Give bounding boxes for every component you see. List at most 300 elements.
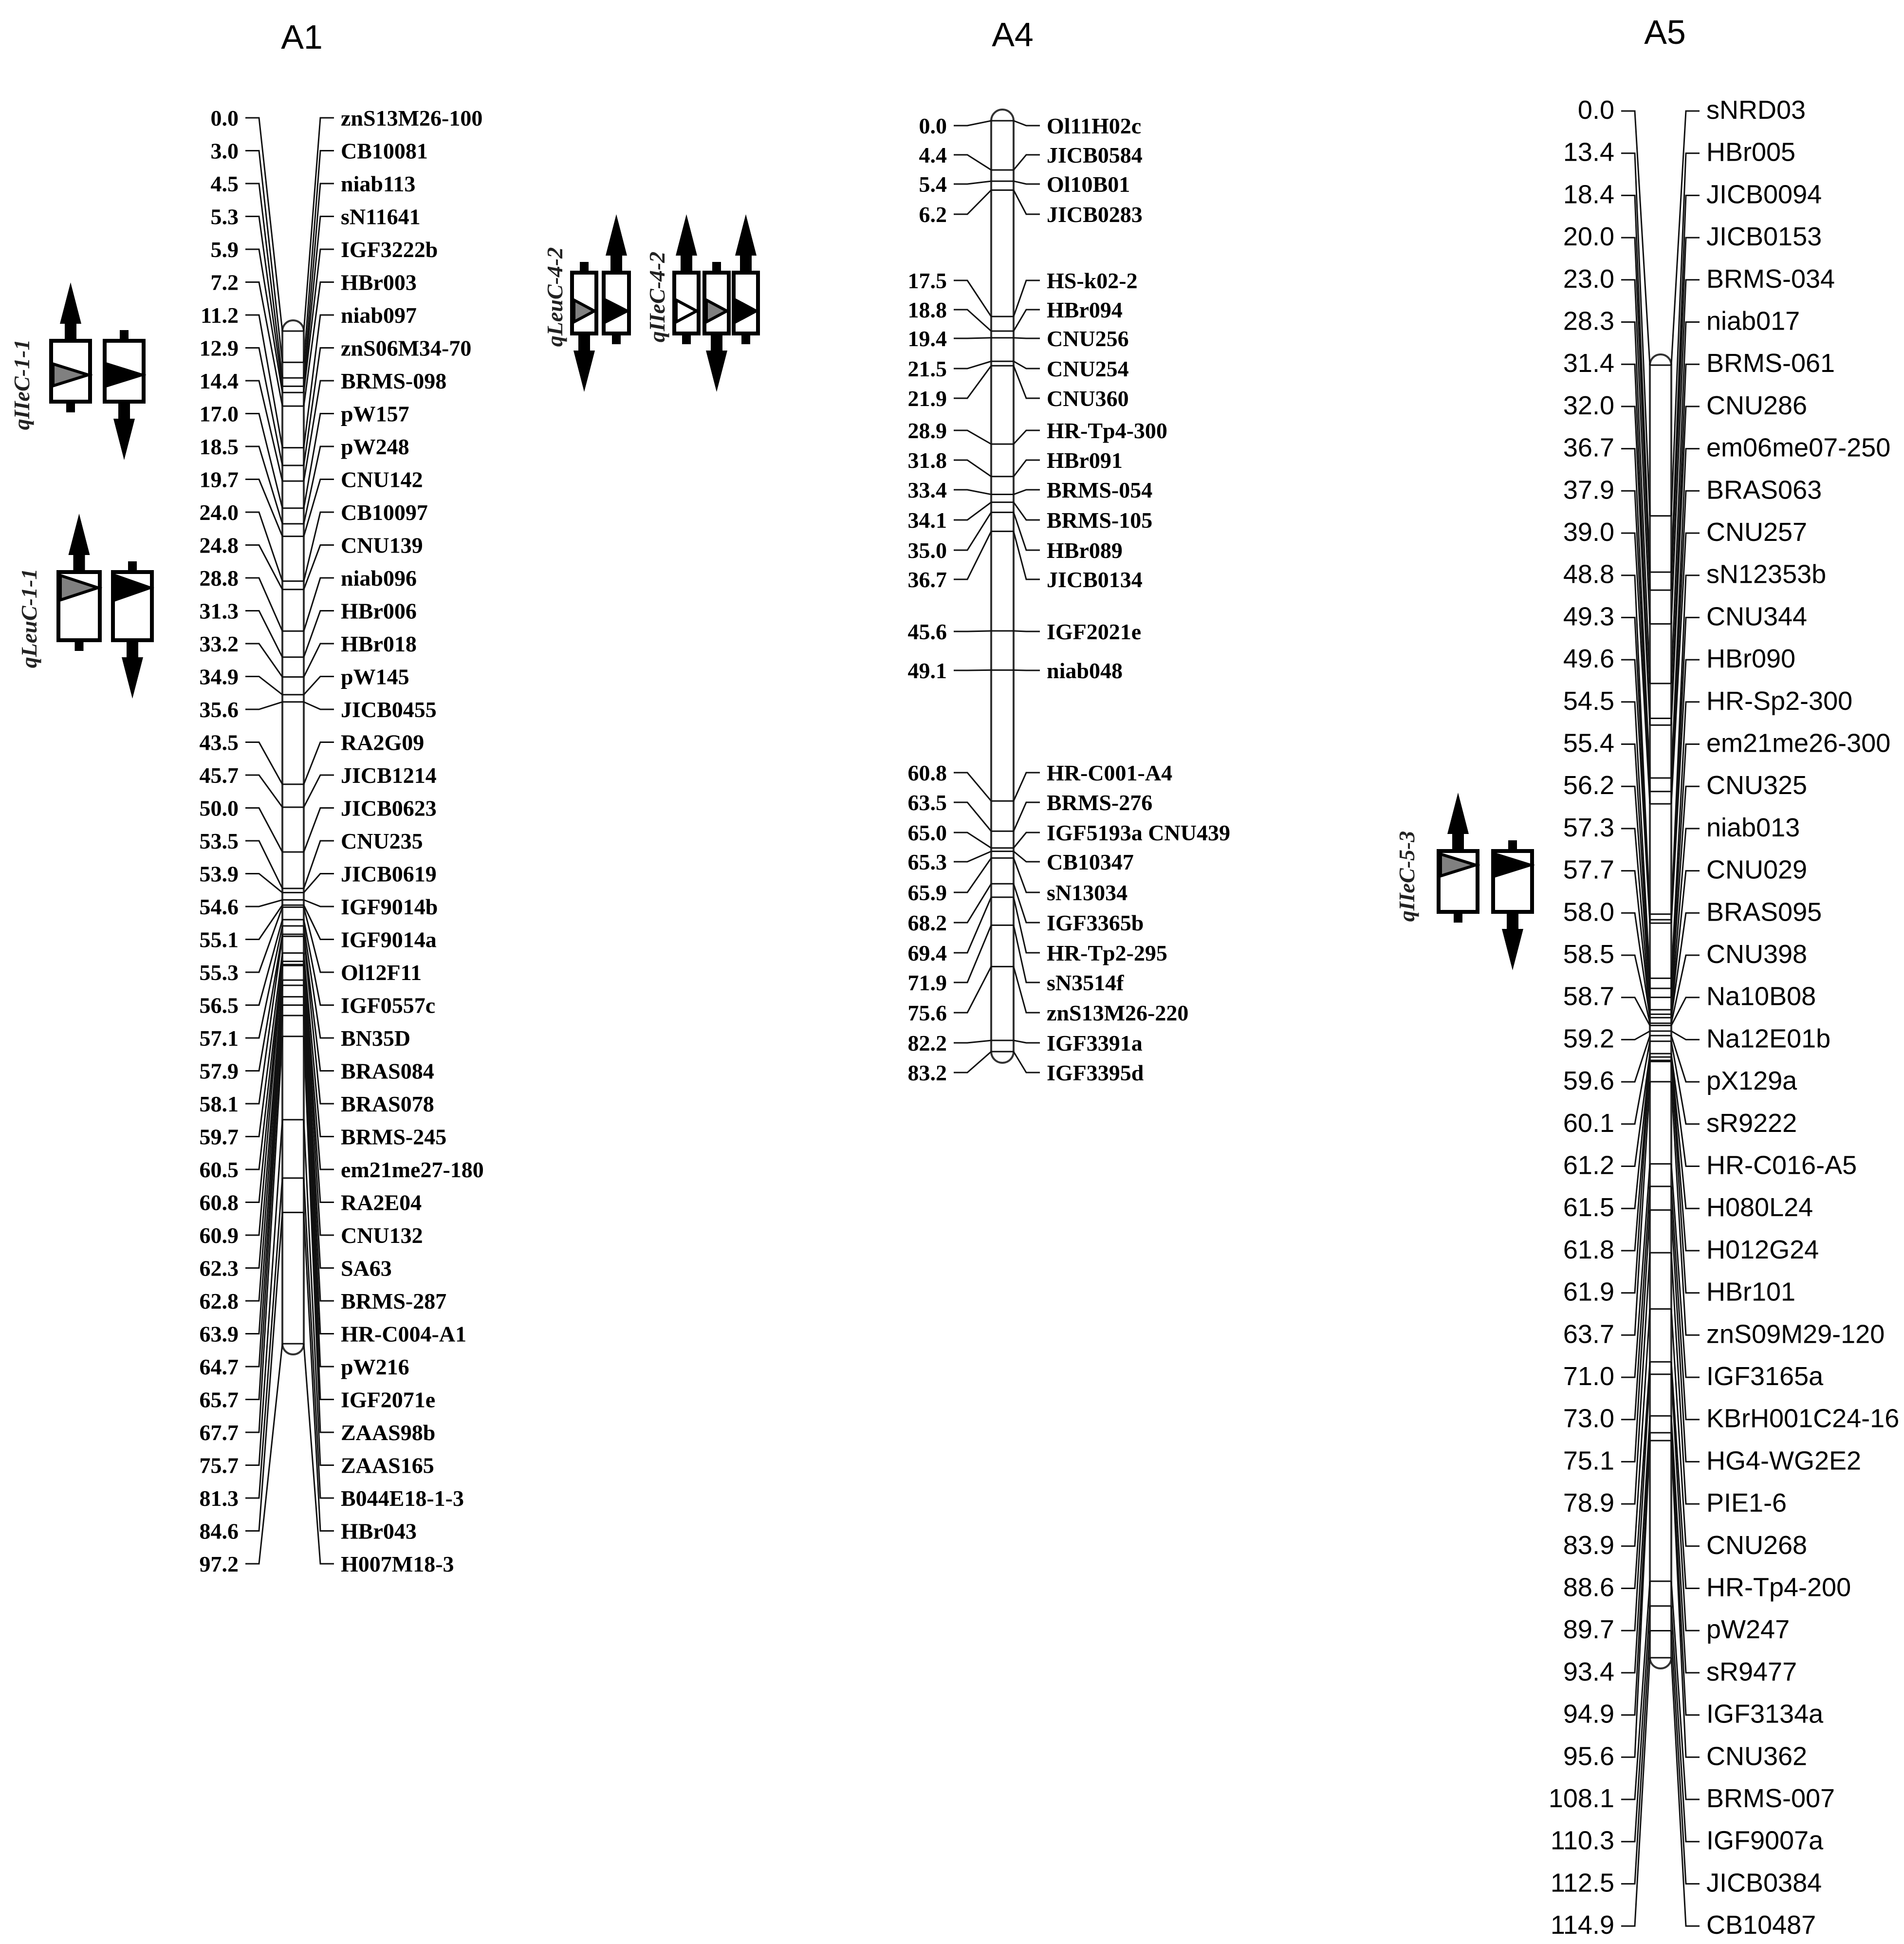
marker-name: IGF3222b	[341, 237, 438, 262]
connector-right	[304, 775, 334, 807]
marker-name: sR9477	[1706, 1657, 1797, 1686]
marker-position: 31.8	[907, 448, 947, 473]
arrow-up-icon	[735, 214, 757, 273]
chromosome-title: A5	[1644, 13, 1686, 51]
connector-right	[304, 841, 334, 889]
marker-position: 94.9	[1563, 1699, 1614, 1729]
marker-name: CNU257	[1706, 518, 1808, 547]
marker-name: HR-Tp2-295	[1047, 941, 1167, 965]
connector-right	[304, 677, 334, 695]
connector-left	[1621, 1362, 1650, 1588]
connector-left	[245, 742, 282, 784]
marker-row	[919, 113, 1142, 138]
connector-left	[954, 512, 991, 550]
marker-position: 97.2	[199, 1552, 239, 1576]
marker-name: CNU142	[341, 467, 423, 492]
connector-right	[1014, 121, 1040, 126]
qtl-effect-glyph	[51, 282, 90, 412]
marker-name: IGF0557c	[341, 993, 436, 1018]
marker-position: 82.2	[907, 1031, 947, 1055]
connector-left	[245, 775, 282, 807]
marker-position: 93.4	[1563, 1657, 1614, 1686]
marker-position: 55.1	[199, 927, 239, 952]
marker-position: 31.4	[1563, 349, 1614, 378]
marker-position: 56.5	[199, 993, 239, 1018]
marker-position: 61.2	[1563, 1150, 1614, 1180]
qtl-label: qIIeC-1-1	[9, 339, 34, 430]
qtl-effect-glyph	[113, 561, 152, 699]
marker-row	[1563, 1186, 1899, 1433]
marker-name: sNRD03	[1706, 95, 1806, 125]
marker-position: 20.0	[1563, 222, 1614, 252]
qtl-effect-glyph	[674, 214, 699, 344]
marker-position: 28.3	[1563, 306, 1614, 336]
marker-row	[919, 143, 1143, 170]
marker-name: RA2G09	[341, 730, 425, 755]
qtl-label: qLeuC-4-2	[542, 247, 567, 347]
qtl-label: qIIeC-4-2	[645, 251, 669, 343]
connector-left	[954, 966, 991, 1013]
marker-position: 60.1	[1563, 1108, 1614, 1138]
marker-position: 35.0	[907, 538, 947, 563]
marker-name: ZAAS165	[341, 1453, 434, 1478]
marker-name: sN11641	[341, 204, 421, 229]
marker-name: IGF9014a	[341, 927, 437, 952]
arrow-up-icon	[676, 214, 697, 273]
marker-name: BRAS084	[341, 1058, 434, 1084]
marker-position: 81.3	[199, 1486, 239, 1511]
marker-position: 7.2	[210, 270, 239, 295]
marker-position: 71.9	[907, 970, 947, 995]
marker-name: pW216	[341, 1354, 409, 1379]
marker-position: 45.7	[199, 763, 239, 788]
connector-left	[954, 833, 991, 848]
marker-position: 69.4	[907, 941, 947, 965]
marker-name: ZAAS98b	[341, 1420, 436, 1445]
chromosome-bar	[1650, 354, 1671, 1668]
marker-position: 55.3	[199, 960, 239, 985]
qtl-qleuc-4-2	[542, 214, 629, 392]
marker-position: 56.2	[1563, 771, 1614, 800]
marker-name: JICB0283	[1047, 202, 1143, 227]
arrow-down-icon	[1502, 912, 1523, 970]
connector-right	[304, 578, 334, 631]
marker-position: 31.3	[199, 598, 239, 624]
marker-position: 28.8	[199, 566, 239, 591]
marker-name: pW157	[341, 401, 409, 426]
marker-name: znS06M34-70	[341, 335, 472, 361]
marker-position: 71.0	[1563, 1362, 1614, 1391]
marker-row	[200, 336, 472, 466]
marker-row	[908, 619, 1142, 644]
marker-position: 53.5	[199, 829, 239, 853]
marker-name: pW145	[341, 664, 409, 689]
marker-position: 28.9	[907, 418, 947, 443]
connector-right	[304, 900, 334, 907]
connector-right	[1014, 1040, 1040, 1043]
marker-position: 33.2	[199, 631, 239, 656]
marker-name: PIE1-6	[1706, 1488, 1787, 1518]
marker-name: HR-Tp4-300	[1047, 418, 1167, 443]
marker-name: CNU268	[1706, 1530, 1808, 1560]
marker-position: 75.6	[907, 1000, 947, 1025]
marker-position: 5.3	[210, 204, 239, 229]
marker-row	[1563, 982, 1816, 1026]
marker-name: CNU398	[1706, 940, 1808, 969]
marker-position: 18.8	[907, 297, 947, 322]
marker-name: CNU254	[1047, 356, 1129, 381]
marker-position: 13.4	[1563, 137, 1614, 167]
connector-left	[954, 858, 991, 892]
marker-name: HBr089	[1047, 538, 1123, 563]
connector-right	[1014, 310, 1040, 331]
marker-name: niab048	[1047, 658, 1123, 683]
connector-right	[304, 480, 334, 537]
marker-position: 19.7	[199, 467, 239, 492]
marker-position: 63.7	[1563, 1319, 1614, 1349]
connector-left	[954, 502, 991, 520]
marker-position: 21.9	[907, 386, 947, 411]
marker-position: 57.9	[199, 1058, 239, 1084]
marker-name: HG4-WG2E2	[1706, 1446, 1862, 1476]
marker-position: 49.1	[907, 658, 947, 683]
marker-name: BRAS063	[1706, 475, 1822, 505]
marker-name: JICB0094	[1706, 180, 1822, 209]
connector-right	[1014, 490, 1040, 495]
connector-right	[1014, 852, 1040, 862]
marker-position: 75.7	[199, 1453, 239, 1478]
marker-name: CNU360	[1047, 386, 1129, 411]
marker-position: 11.2	[201, 303, 239, 328]
arrow-down-icon	[706, 333, 727, 392]
marker-position: 58.1	[199, 1092, 239, 1116]
marker-name: HBr003	[341, 270, 417, 295]
marker-position: 36.7	[907, 567, 947, 592]
marker-position: 73.0	[1563, 1404, 1614, 1433]
connector-left	[245, 644, 282, 677]
chromosome-title: A4	[992, 16, 1034, 54]
marker-name: HBr006	[341, 598, 417, 624]
marker-row	[908, 1052, 1144, 1085]
marker-name: niab017	[1706, 306, 1800, 336]
qtl-qiiec-1-1	[9, 282, 144, 460]
marker-position: 60.9	[199, 1223, 239, 1248]
marker-row	[908, 850, 1134, 874]
marker-name: IGF3365b	[1047, 910, 1144, 935]
connector-left	[954, 190, 991, 214]
marker-position: 58.0	[1563, 897, 1614, 927]
connector-left	[1621, 1036, 1650, 1082]
marker-name: B044E18-1-3	[341, 1486, 464, 1511]
connector-left	[245, 578, 282, 631]
marker-position: 75.1	[1563, 1446, 1614, 1476]
arrow-down-icon	[122, 640, 143, 699]
connector-left	[954, 1040, 991, 1043]
marker-name: IGF3165a	[1706, 1362, 1824, 1391]
marker-row	[200, 894, 438, 919]
qtl-effect-glyph	[1439, 793, 1478, 923]
marker-position: 59.6	[1563, 1066, 1614, 1096]
connector-right	[1014, 361, 1040, 369]
marker-position: 53.9	[199, 861, 239, 887]
marker-position: 57.1	[199, 1026, 239, 1051]
marker-name: JICB0584	[1047, 143, 1143, 167]
chromosome-a1	[200, 18, 484, 1576]
connector-left	[954, 181, 991, 184]
marker-name: CNU362	[1706, 1741, 1808, 1771]
marker-name: HBr094	[1047, 297, 1123, 322]
marker-position: 59.2	[1563, 1024, 1614, 1054]
connector-right	[304, 644, 334, 677]
connector-right	[1014, 430, 1040, 444]
marker-name: BRAS095	[1706, 897, 1822, 927]
marker-name: pW248	[341, 434, 409, 459]
qtl-effect-glyph	[1493, 840, 1532, 970]
marker-name: niab113	[341, 171, 416, 196]
marker-name: em06me07-250	[1706, 433, 1891, 463]
connector-left	[954, 531, 991, 579]
marker-position: 62.3	[199, 1256, 239, 1281]
connector-right	[1671, 1036, 1700, 1082]
qtl-qiiec-4-2	[645, 214, 758, 392]
marker-name: JICB1214	[341, 763, 437, 788]
marker-name: sN3514f	[1047, 970, 1124, 995]
connector-left	[245, 900, 282, 907]
connector-right	[1014, 966, 1040, 1013]
marker-position: 50.0	[199, 796, 239, 821]
marker-name: pW247	[1706, 1615, 1790, 1645]
marker-row	[919, 172, 1130, 197]
marker-position: 83.9	[1563, 1530, 1614, 1560]
marker-name: IGF3395d	[1047, 1060, 1144, 1085]
marker-position: 5.9	[210, 237, 239, 262]
marker-position: 64.7	[199, 1354, 239, 1379]
marker-name: BRAS078	[341, 1092, 434, 1116]
connector-left	[954, 280, 991, 316]
chromosome-a5	[1549, 13, 1899, 1940]
marker-name: HR-C016-A5	[1706, 1150, 1857, 1180]
marker-position: 63.9	[199, 1321, 239, 1347]
marker-name: HBr101	[1706, 1277, 1796, 1307]
marker-name: CB10097	[341, 500, 428, 525]
marker-position: 57.7	[1563, 855, 1614, 885]
marker-row	[908, 1031, 1143, 1055]
connector-right	[1014, 181, 1040, 184]
marker-name: HBr091	[1047, 448, 1123, 473]
qtl-label: qIIeC-5-3	[1394, 831, 1419, 922]
connector-right	[1014, 155, 1040, 170]
marker-position: 32.0	[1563, 390, 1614, 420]
marker-position: 65.9	[907, 880, 947, 905]
marker-name: BN35D	[341, 1026, 411, 1051]
marker-position: 60.8	[199, 1190, 239, 1215]
arrow-up-icon	[60, 282, 81, 341]
qtl-effect-glyph	[734, 214, 758, 344]
connector-left	[245, 545, 282, 590]
connector-left	[245, 808, 282, 852]
marker-position: 67.7	[199, 1420, 239, 1445]
marker-name: Na12E01b	[1706, 1024, 1831, 1054]
marker-name: niab097	[341, 303, 417, 328]
marker-position: 19.4	[907, 326, 947, 351]
marker-row	[1563, 1061, 1795, 1306]
marker-name: IGF3391a	[1047, 1031, 1143, 1055]
connector-left	[245, 348, 282, 466]
marker-position: 48.8	[1563, 559, 1614, 589]
marker-name: em21me27-180	[341, 1157, 484, 1182]
connector-right	[1014, 802, 1040, 831]
marker-position: 65.7	[199, 1387, 239, 1412]
marker-name: HR-C004-A1	[341, 1321, 467, 1347]
marker-name: CNU325	[1706, 771, 1808, 800]
marker-position: 68.2	[907, 910, 947, 935]
marker-name: HR-C001-A4	[1047, 760, 1173, 785]
marker-position: 58.5	[1563, 940, 1614, 969]
marker-name: Ol11H02c	[1047, 113, 1142, 138]
marker-position: 57.3	[1563, 813, 1614, 842]
marker-position: 17.0	[199, 401, 239, 426]
marker-position: 89.7	[1563, 1615, 1614, 1645]
arrow-up-icon	[1447, 793, 1469, 851]
marker-position: 45.6	[907, 619, 947, 644]
marker-position: 108.1	[1548, 1784, 1614, 1813]
connector-left	[954, 490, 991, 495]
marker-name: IGF3134a	[1706, 1699, 1824, 1729]
marker-name: CNU139	[341, 533, 423, 558]
marker-position: 0.0	[1577, 95, 1614, 125]
marker-name: BRMS-061	[1706, 349, 1835, 378]
connector-right	[1671, 1031, 1700, 1039]
marker-name: RA2E04	[341, 1190, 422, 1215]
connector-left	[954, 773, 991, 801]
marker-position: 110.3	[1550, 1826, 1614, 1855]
connector-right	[1014, 925, 1040, 982]
marker-name: IGF9014b	[341, 894, 438, 919]
qtl-label: qLeuC-1-1	[17, 568, 41, 668]
marker-row	[200, 697, 437, 722]
marker-position: 63.5	[907, 790, 947, 815]
marker-row	[908, 502, 1153, 533]
marker-name: HBr090	[1706, 644, 1796, 674]
marker-name: BRMS-007	[1706, 1784, 1835, 1813]
marker-row	[908, 820, 1230, 848]
qtl-effect-glyph	[58, 514, 100, 651]
marker-name: BRMS-245	[341, 1124, 447, 1149]
marker-position: 49.6	[1563, 644, 1614, 674]
marker-position: 4.5	[210, 171, 239, 196]
marker-position: 21.5	[907, 356, 947, 381]
marker-name: BRMS-276	[1047, 790, 1153, 815]
qtl-effect-glyph	[704, 262, 729, 392]
connector-left	[954, 925, 991, 982]
marker-name: CB10487	[1706, 1910, 1816, 1940]
marker-name: JICB0619	[341, 861, 437, 887]
marker-position: 95.6	[1563, 1741, 1614, 1771]
marker-name: znS09M29-120	[1706, 1319, 1885, 1349]
marker-position: 114.9	[1550, 1910, 1614, 1940]
marker-name: BRMS-105	[1047, 508, 1153, 533]
connector-left	[954, 852, 991, 862]
connector-left	[245, 702, 282, 709]
marker-position: 49.3	[1563, 602, 1614, 631]
connector-left	[954, 361, 991, 369]
connector-left	[954, 310, 991, 331]
connector-left	[954, 460, 991, 477]
connector-right	[1014, 460, 1040, 477]
marker-name: H080L24	[1706, 1193, 1813, 1222]
chromosome-layer	[200, 13, 1900, 1940]
marker-position: 12.9	[199, 335, 239, 361]
marker-position: 24.8	[199, 533, 239, 558]
marker-position: 65.3	[907, 850, 947, 874]
marker-row	[1563, 1362, 1851, 1602]
marker-position: 0.0	[919, 113, 947, 138]
marker-name: H007M18-3	[341, 1552, 454, 1576]
marker-position: 0.0	[210, 106, 239, 130]
marker-position: 23.0	[1563, 264, 1614, 294]
marker-position: 17.5	[907, 268, 947, 293]
marker-name: CNU029	[1706, 855, 1808, 885]
marker-name: JICB0455	[341, 697, 437, 722]
chromosome-bar	[991, 110, 1014, 1063]
marker-position: 78.9	[1563, 1488, 1614, 1518]
marker-position: 33.4	[907, 478, 947, 502]
chromosome-a4	[908, 16, 1230, 1085]
marker-name: HBr005	[1706, 137, 1796, 167]
marker-position: 14.4	[199, 369, 239, 393]
marker-position: 6.2	[919, 202, 947, 227]
marker-name: CNU235	[341, 829, 423, 853]
marker-row	[908, 326, 1129, 351]
marker-position: 58.7	[1563, 981, 1614, 1011]
marker-name: KBrH001C24-16	[1706, 1404, 1900, 1433]
marker-position: 18.4	[1563, 180, 1614, 209]
connector-right	[1014, 531, 1040, 579]
marker-name: Ol12F11	[341, 960, 422, 985]
connector-right	[1014, 366, 1040, 398]
marker-row	[908, 478, 1153, 502]
marker-position: 36.7	[1563, 433, 1614, 463]
marker-position: 112.5	[1550, 1868, 1614, 1898]
marker-name: CB10347	[1047, 850, 1134, 874]
marker-name: CNU256	[1047, 326, 1129, 351]
connector-left	[954, 155, 991, 170]
marker-name: CNU132	[341, 1223, 423, 1248]
marker-name: CNU286	[1706, 390, 1808, 420]
marker-position: 54.5	[1563, 686, 1614, 716]
marker-name: IGF2071e	[341, 1387, 436, 1412]
marker-name: JICB0134	[1047, 567, 1143, 592]
marker-name: sN13034	[1047, 880, 1128, 905]
connector-left	[954, 1052, 991, 1073]
connector-right	[304, 702, 334, 709]
connector-right	[304, 920, 334, 1005]
qtl-effect-glyph	[105, 330, 144, 460]
marker-position: 62.8	[199, 1289, 239, 1314]
marker-position: 37.9	[1563, 475, 1614, 505]
marker-position: 24.0	[199, 500, 239, 525]
marker-position: 34.1	[907, 508, 947, 533]
connector-left	[954, 802, 991, 831]
marker-position: 60.8	[907, 760, 947, 785]
marker-name: sN12353b	[1706, 559, 1827, 589]
marker-name: sR9222	[1706, 1108, 1797, 1138]
marker-name: SA63	[341, 1256, 392, 1281]
arrow-down-icon	[113, 402, 135, 460]
marker-row	[1563, 1024, 1830, 1053]
connector-right	[1014, 280, 1040, 316]
marker-name: IGF5193a CNU439	[1047, 820, 1230, 845]
